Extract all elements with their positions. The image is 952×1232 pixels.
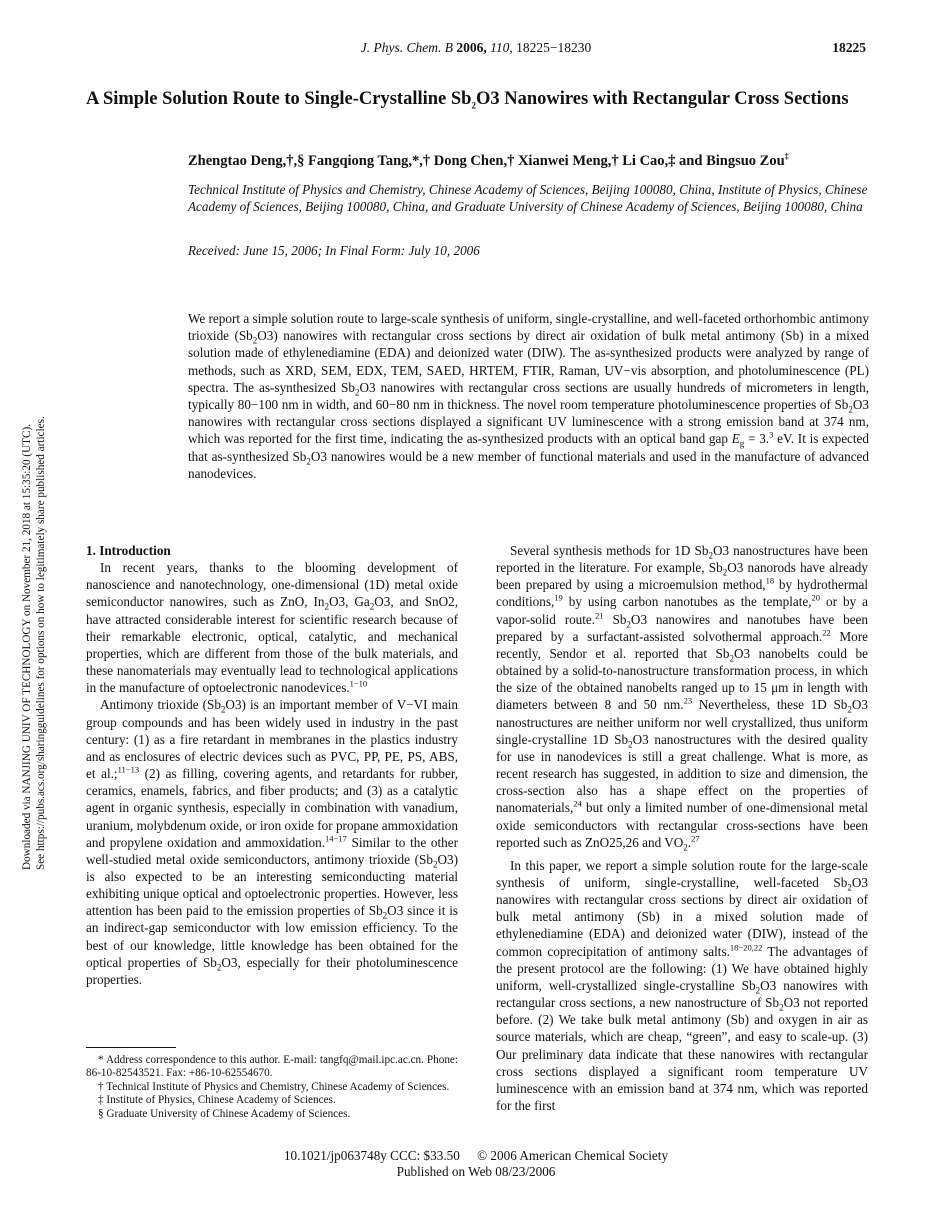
footnote: ‡ Institute of Physics, Chinese Academy of Sciences.	[98, 1094, 336, 1107]
footnote-divider	[86, 1047, 176, 1048]
left-column	[86, 542, 458, 988]
right-column	[496, 542, 868, 1114]
paragraph: In this paper, we report a simple solution route for the large-scale synthesis of uniform, single-crystalline, well-faceted $Sb_2O3$ nanowires with rectangular cross sections by direct air oxidation of bulk metal antimony (Sb) in a mixed solution made of ethylenediamine (EDA) and deionized water (DIW), instead of the common coprecipitation of antimony salts.$^{18-20,22}$ The advantages of the present protocol are the following: (1) We have obtained highly uniform, well-crystallized single-crystalline $Sb_2O3$ nanowires with rectangular cross sections, a new nanostructure of $Sb_2O3$ not reported before. (2) We take bulk metal antimony (Sb) and oxygen in air as source materials, which are cheap, “green”, and easy to scale-up. (3) Our preliminary data indicate that these nanowires with rectangular cross sections displayed a significant room temperature UV luminescence with an emission band at 374 nm, which was reported for the first	[496, 857, 869, 1113]
journal-pages: 18225−18230	[516, 40, 592, 55]
article-title: A Simple Solution Route to Single-Crystalline $Sb_2O3$ Nanowires with Rectangular Cross Sections	[86, 89, 849, 111]
download-notice-line1: Downloaded via NANJING UNIV OF TECHNOLOGY on November 21, 2018 at 15:35:20 (UTC).	[21, 424, 33, 870]
published-line: Published on Web 08/23/2006	[396, 1163, 556, 1179]
journal-name: J. Phys. Chem. B	[360, 40, 453, 55]
journal-volume: 110,	[490, 40, 513, 55]
section-heading: 1. Introduction	[86, 543, 171, 558]
page-footer	[0, 1148, 952, 1179]
download-notice-line2: See https://pubs.acs.org/sharingguidelines for options on how to legitimately share published articles.	[35, 416, 47, 870]
running-header	[0, 40, 952, 56]
page-number: 18225	[832, 40, 866, 55]
doi-line: 10.1021/jp063748y CCC: $33.50	[283, 1148, 460, 1163]
abstract: We report a simple solution route to large-scale synthesis of uniform, single-crystalline, and well-faceted orthorhombic antimony trioxide $(Sb_2O3)$ nanowires with rectangular cross sections by direct air oxidation of bulk metal antimony (Sb) in a mixed solution made of ethylenediamine (EDA) and deionized water (DIW). The as-synthesized products were analyzed by range of methods, such as XRD, SEM, EDX, TEM, SAED, HRTEM, FTIR, Raman, UV−vis absorption, and photoluminescence (PL) spectra. The as-synthesized $Sb_2O3$ nanowires with rectangular cross sections are usually hundreds of micrometers in length, typically 80−100 nm in width, and 60−80 nm in thickness. The novel room temperature photoluminescence properties of $Sb_2O3$ nanowires with rectangular cross sections displayed a significant UV luminescence with a strong emission band at 374 nm, which was reported for the first time, indicating the as-synthesized products with an optical band gap $E_g = 3.^3$ eV. It is expected that as-synthesized $Sb_2O3$ nanowires would be a new member of functional materials and used in the manufacture of advanced nanodevices.	[188, 311, 870, 481]
paragraph: Several synthesis methods for 1D $Sb_2O3$ nanostructures have been reported in the literature. For example, $Sb_2O3$ nanorods have already been prepared by using a microemulsion method,$^{18}$ by hydrothermal conditions,$^{19}$ by using carbon nanotubes as the template,$^{20}$ or by a vapor-solid route.$^{21}$ $Sb_2O3$ nanowires and nanotubes have been prepared by a surfactant-assisted solvothermal approach.$^{22}$ More recently, Sendor et al. reported that $Sb_2O3$ nanobelts could be obtained by a solid-to-nanostructure transformation process, in which the size of the obtained nanobelts ranged up to 15 μm in length with diameters between 8 and 50 nm.$^{23}$ Nevertheless, these 1D $Sb_2O3$ nanostructures are neither uniform nor well crystallized, thus uniform single-crystalline 1D $Sb_2O3$ nanostructures with the desired quality for use in nanodevices is still a great challenge. What is more, as recent research has suggested, in addition to size and dimension, the cross-section also has a shape effect on the properties of nanomaterials,$^{24}$ but only a limited number of one-dimensional metal oxide semiconductors with rectangular cross-sections have been reported such as ZnO25,26 and $VO_2.^{27}$	[496, 543, 869, 853]
footnote: § Graduate University of Chinese Academy of Sciences.	[98, 1107, 351, 1120]
author-list: Zhengtao Deng,†,§ Fangqiong Tang,*,† Dong Chen,† Xianwei Meng,† Li Cao,‡ and Bingsuo Zou‡	[188, 151, 789, 169]
footnote: * Address correspondence to this author. E-mail: tangfq@mail.ipc.ac.cn. Phone: 86-10-82543521. Fax: +86-10-62554670.	[86, 1054, 458, 1080]
received-dates: Received: June 15, 2006; In Final Form: July 10, 2006	[188, 243, 480, 258]
download-notice	[20, 330, 48, 870]
footnotes	[86, 1054, 458, 1121]
journal-year: 2006,	[456, 40, 487, 55]
footnote: † Technical Institute of Physics and Chemistry, Chinese Academy of Sciences.	[98, 1080, 450, 1093]
copyright-line: © 2006 American Chemical Society	[477, 1148, 669, 1163]
paragraph: Antimony trioxide $(Sb_2O3)$ is an important member of V−VI main group compounds and has been widely used in industry in the past century: (1) as a fire retardant in membranes in the plastics industry and as enclosures of electric devices such as PVC, PP, PE, PS, ABS, et al.;$^{11-13}$ (2) as filling, covering agents, and retardants for rubber, ceramics, enamels, fabrics, and fiber products; and (3) as a catalytic agent in organic synthesis, especially in combination with vanadium, uranium, molybdenum oxide, or iron oxide for propane ammoxidation and propylene oxidation and ammoxidation.$^{14-17}$ Similar to the other well-studied metal oxide semiconductors, antimony trioxide $(Sb_2O3)$ is also expected to be an interesting semiconducting material exhibiting unique optical and optoelectronic properties. However, less attention has been paid to the emission properties of $Sb_2O3$ since it is an indirect-gap semiconductor with low emission efficiency. To the best of our knowledge, little knowledge has been obtained for the optical properties of $Sb_2O3$, especially for their photoluminescence properties.	[86, 697, 459, 987]
affiliations: Technical Institute of Physics and Chemistry, Chinese Academy of Sciences, Beijing 100080, China, Institute of Physics, Chinese Academy of Sciences, Beijing 100080, China, and Graduate University of Chinese Academy of Sciences, Beijing 100080, China	[188, 182, 868, 214]
paragraph: In recent years, thanks to the blooming development of nanoscience and nanotechnology, one-dimensional (1D) metal oxide semiconductor nanowires, such as ZnO, $In_2O3$, $Ga_2O3$, and SnO2, have attracted considerable interest for scientific research because of their remarkable electronic, optical, catalytic, and mechanical properties, which are different from those of the bulk materials, and these nanomaterials may eventually lead to technological applications in the manufacture of optoelectronic nanodevices.$^{1-10}$	[86, 560, 458, 696]
